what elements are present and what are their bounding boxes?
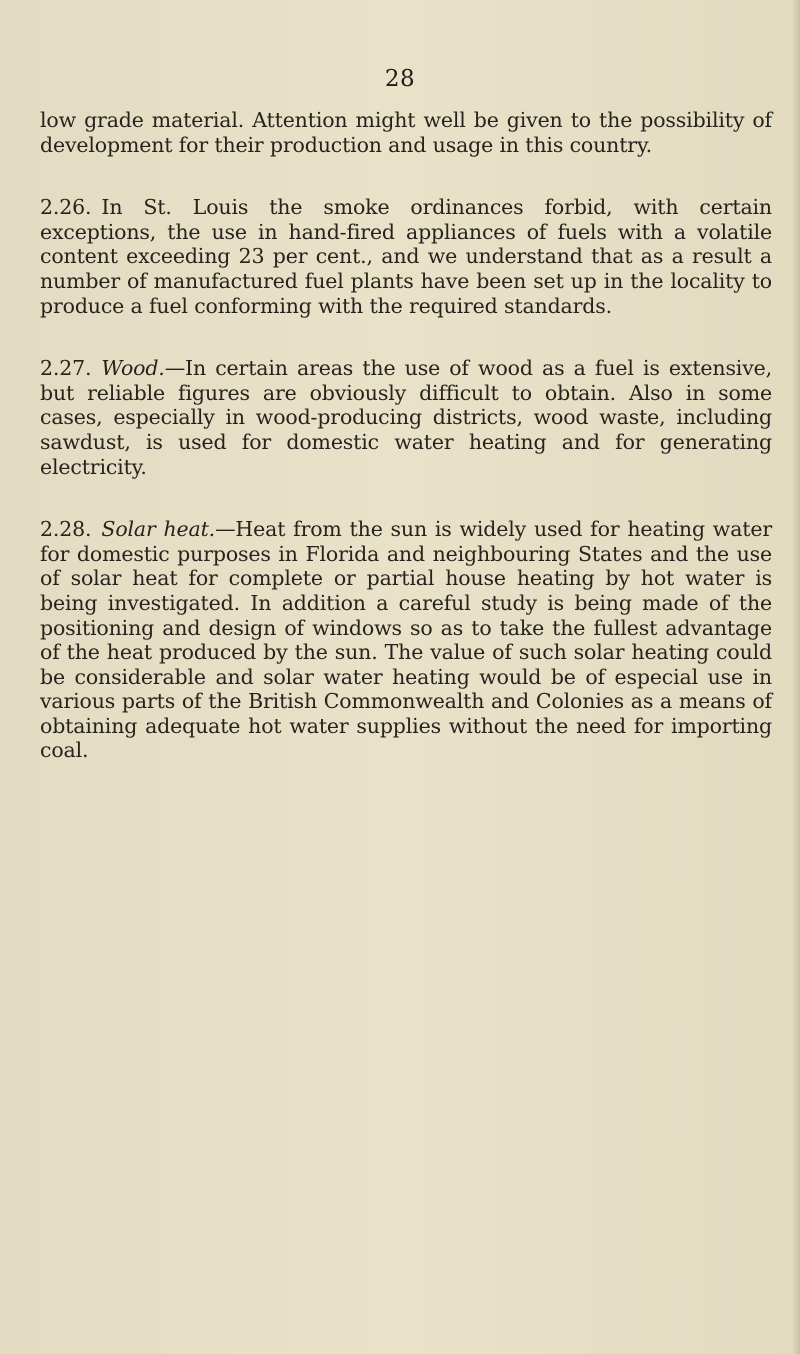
paragraph-text: low grade material. Attention might well be given to the possibility of development for their production and usage in this country. xyxy=(40,108,772,157)
paragraph-heading: Solar heat. xyxy=(101,517,216,542)
paragraph-number: 2.28. xyxy=(40,517,92,542)
paragraph-number: 2.26. xyxy=(40,195,92,220)
paragraph-continuation xyxy=(40,108,772,157)
paragraph-number: 2.27. xyxy=(40,356,92,381)
paragraph-heading: Wood. xyxy=(101,356,165,381)
paragraph-2-28-solar-heat xyxy=(40,517,772,763)
page-number: 28 xyxy=(384,66,416,92)
page-body xyxy=(40,108,772,801)
paragraph-2-27-wood xyxy=(40,356,772,479)
page-edge-shadow xyxy=(792,0,800,1354)
paragraph-text: —Heat from the sun is widely used for heating water for domestic purposes in Florida and neighbouring States and the use of solar heat for complete or partial house heating by hot water is being investigated. In addition a careful study is being made of the positioning and design of windows so as to take the fullest advantage of the heat produced by the sun. The value of such solar heating could be considerable and solar water heating would be of especial use in various parts of the British Commonwealth and Colonies as a means of obtaining adequate hot water supplies without the need for importing coal. xyxy=(40,517,772,763)
paragraph-2-26 xyxy=(40,195,772,318)
paragraph-text: In St. Louis the smoke ordinances forbid, with certain exceptions, the use in hand-fired appliances of fuels with a volatile content exceeding 23 per cent., and we understand that as a result a number of manufactured fuel plants have been set up in the locality to produce a fuel conforming with the required standards. xyxy=(40,195,772,318)
paragraph-text: —In certain areas the use of wood as a fuel is extensive, but reliable figures are obviously difficult to obtain. Also in some cases, especially in wood-producing districts, wood waste, including sawdust, is used for domestic water heating and for generating electricity. xyxy=(40,356,772,479)
